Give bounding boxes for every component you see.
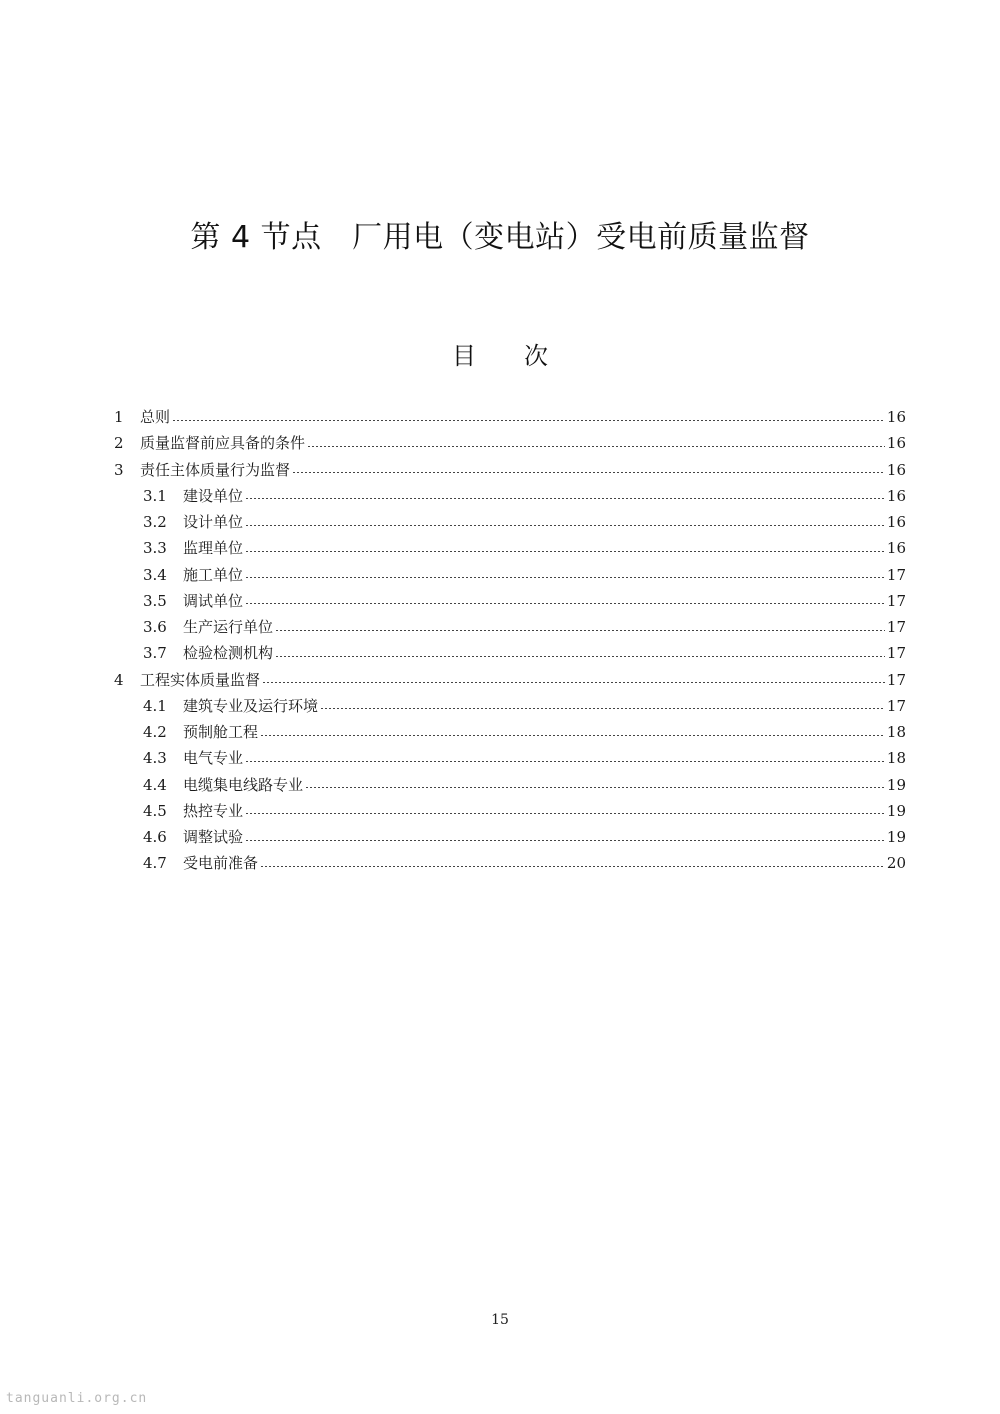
toc-entry-page: 17	[886, 670, 906, 689]
toc-entry[interactable]	[114, 509, 906, 535]
toc-entry[interactable]	[114, 824, 906, 850]
toc-entry-number: 3.5	[143, 591, 167, 610]
toc-entry-label: 责任主体质量行为监督	[140, 460, 291, 479]
toc-dot-leader	[245, 761, 885, 762]
toc-entry-page: 17	[886, 696, 906, 715]
toc-entry[interactable]	[114, 430, 906, 456]
toc-entry-page: 17	[886, 644, 906, 663]
toc-dot-leader	[245, 498, 885, 499]
toc-entry-label: 调试单位	[183, 591, 244, 610]
toc-entry[interactable]	[114, 719, 906, 745]
toc-dot-leader	[245, 525, 885, 526]
page-number: 15	[491, 1312, 509, 1328]
toc-dot-leader	[245, 813, 885, 814]
toc-entry-label: 质量监督前应具备的条件	[140, 434, 306, 453]
toc-entry-number: 3.2	[143, 513, 167, 532]
toc-entry-page: 19	[886, 775, 906, 794]
toc-entry[interactable]	[114, 850, 906, 876]
toc-entry-label: 检验检测机构	[183, 644, 274, 663]
watermark: tanguanli.org.cn	[6, 1391, 148, 1406]
toc-entry[interactable]	[114, 588, 906, 614]
table-of-contents	[114, 404, 906, 877]
toc-entry[interactable]	[114, 745, 906, 771]
toc-entry-number: 3.3	[143, 539, 167, 558]
toc-entry-page: 20	[886, 854, 906, 873]
toc-heading: 目 次	[452, 342, 548, 370]
toc-entry-number: 4.2	[143, 723, 167, 742]
toc-entry-label: 施工单位	[183, 565, 244, 584]
toc-entry-number: 4.4	[143, 775, 167, 794]
toc-entry-label: 建设单位	[183, 486, 244, 505]
toc-entry[interactable]	[114, 535, 906, 561]
toc-dot-leader	[260, 735, 885, 736]
toc-entry-page: 16	[886, 513, 906, 532]
toc-entry-number: 3.6	[143, 618, 167, 637]
toc-entry-number: 4.1	[143, 696, 167, 715]
toc-entry-number: 4	[114, 670, 124, 689]
toc-entry[interactable]	[114, 693, 906, 719]
toc-entry-page: 16	[886, 539, 906, 558]
toc-dot-leader	[275, 656, 885, 657]
toc-dot-leader	[320, 708, 885, 709]
toc-entry-number: 4.6	[143, 828, 167, 847]
toc-dot-leader	[262, 682, 885, 683]
toc-entry[interactable]	[114, 562, 906, 588]
toc-dot-leader	[245, 551, 885, 552]
toc-entry[interactable]	[114, 404, 906, 430]
toc-entry-page: 18	[886, 749, 906, 768]
toc-entry-number: 1	[114, 408, 124, 427]
toc-entry-label: 总则	[140, 408, 171, 427]
toc-entry-page: 16	[886, 460, 906, 479]
toc-dot-leader	[260, 866, 885, 867]
toc-dot-leader	[245, 603, 885, 604]
toc-entry-label: 监理单位	[183, 539, 244, 558]
toc-dot-leader	[245, 577, 885, 578]
toc-entry-page: 17	[886, 565, 906, 584]
toc-entry-label: 热控专业	[183, 801, 244, 820]
toc-entry-number: 3.7	[143, 644, 167, 663]
toc-entry-number: 3.1	[143, 486, 167, 505]
toc-entry[interactable]	[114, 614, 906, 640]
toc-dot-leader	[245, 840, 885, 841]
toc-dot-leader	[307, 446, 885, 447]
toc-entry-label: 电气专业	[183, 749, 244, 768]
toc-entry-label: 建筑专业及运行环境	[183, 696, 319, 715]
toc-entry[interactable]	[114, 483, 906, 509]
toc-dot-leader	[172, 420, 885, 421]
toc-entry-page: 18	[886, 723, 906, 742]
toc-entry-number: 3	[114, 460, 124, 479]
toc-entry-label: 生产运行单位	[183, 618, 274, 637]
toc-entry-number: 3.4	[143, 565, 167, 584]
toc-dot-leader	[305, 787, 885, 788]
toc-entry-number: 4.3	[143, 749, 167, 768]
toc-dot-leader	[292, 472, 885, 473]
toc-entry-page: 19	[886, 828, 906, 847]
toc-entry-page: 19	[886, 801, 906, 820]
toc-entry-page: 16	[886, 486, 906, 505]
toc-entry-page: 16	[886, 408, 906, 427]
toc-dot-leader	[275, 630, 885, 631]
toc-entry[interactable]	[114, 457, 906, 483]
toc-entry-label: 调整试验	[183, 828, 244, 847]
toc-entry[interactable]	[114, 640, 906, 666]
toc-entry-label: 受电前准备	[183, 854, 259, 873]
toc-entry-page: 17	[886, 618, 906, 637]
toc-entry[interactable]	[114, 667, 906, 693]
toc-entry-page: 17	[886, 591, 906, 610]
toc-entry-number: 4.7	[143, 854, 167, 873]
toc-entry-label: 预制舱工程	[183, 723, 259, 742]
toc-entry[interactable]	[114, 772, 906, 798]
toc-entry-page: 16	[886, 434, 906, 453]
toc-entry-label: 设计单位	[183, 513, 244, 532]
toc-entry-number: 2	[114, 434, 124, 453]
toc-entry-label: 电缆集电线路专业	[183, 775, 304, 794]
toc-entry-number: 4.5	[143, 801, 167, 820]
toc-entry[interactable]	[114, 798, 906, 824]
toc-entry-label: 工程实体质量监督	[140, 670, 261, 689]
page-title: 第 4 节点 厂用电（变电站）受电前质量监督	[190, 220, 810, 255]
